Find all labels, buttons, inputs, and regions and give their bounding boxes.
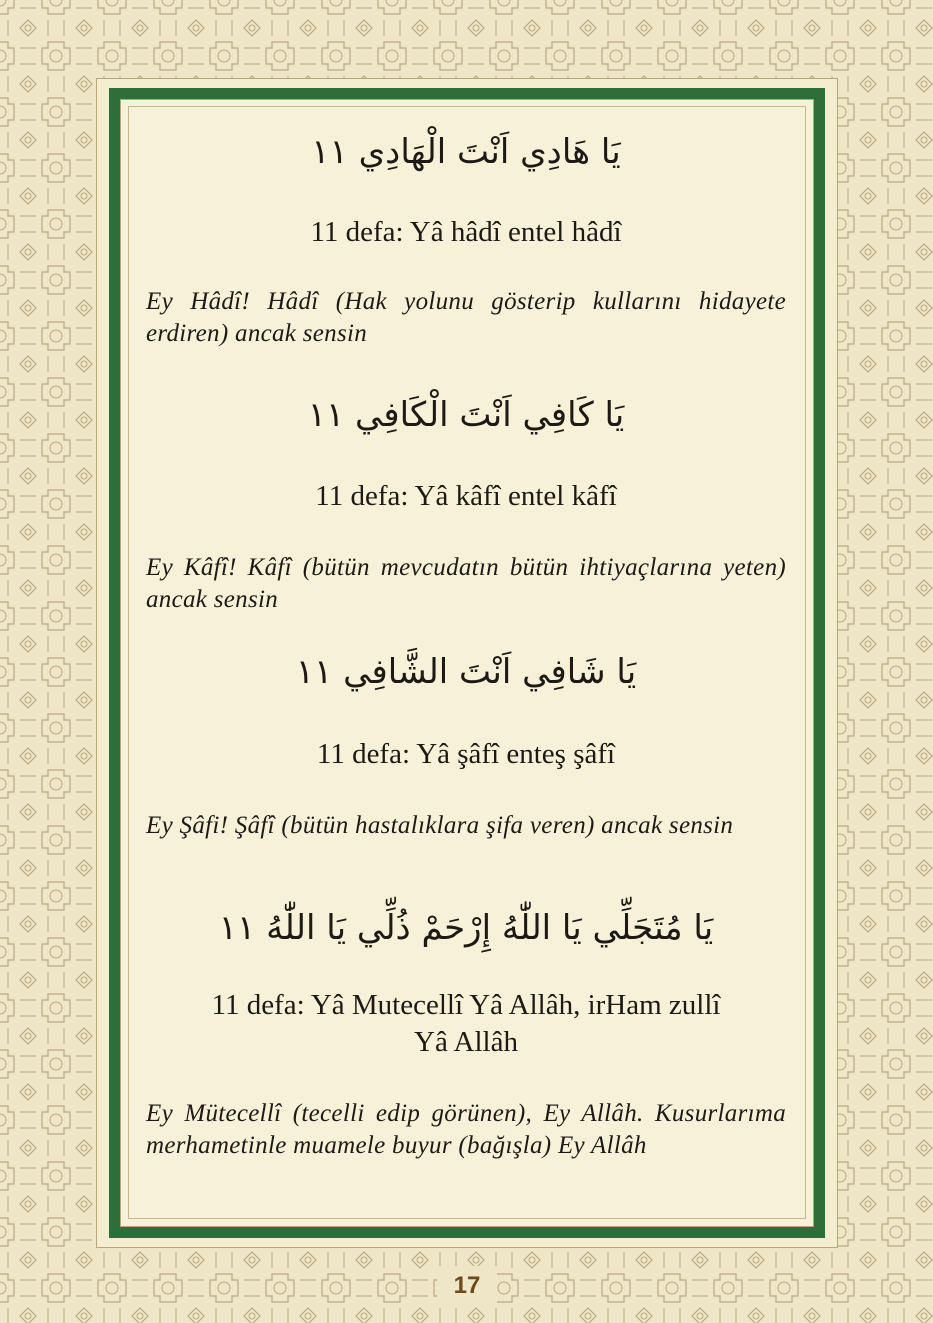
arabic-dua-1: يَا هَادِي اَنْتَ الْهَادِي ١١: [311, 132, 621, 172]
arabic-dua-4: يَا مُتَجَلِّي يَا اللّٰهُ إِرْحَمْ ذُلِّي يَا اللّٰهُ ١١: [218, 908, 714, 948]
transliteration-4-line2: Yâ Allâh: [414, 1026, 518, 1058]
meaning-4: Ey Mütecellî (tecelli edip görünen), Ey Allâh. Kusurlarıma merhametinle muamele buyur (bağışla) Ey Allâh: [146, 1100, 786, 1159]
arabic-dua-2: يَا كَافِي اَنْتَ الْكَافِي ١١: [307, 395, 625, 435]
transliteration-3: 11 defa: Yâ şâfî enteş şâfî: [316, 738, 616, 770]
transliteration-4-line1: 11 defa: Yâ Mutecellî Yâ Allâh, irHam zullî: [211, 989, 721, 1021]
transliteration-1: 11 defa: Yâ hâdî entel hâdî: [310, 216, 622, 248]
arabic-dua-3: يَا شَافِي اَنْتَ الشَّافِي ١١: [295, 652, 637, 692]
meaning-2: Ey Kâfî! Kâfî (bütün mevcudatın bütün ihtiyaçlarına yeten) ancak sensin: [146, 554, 786, 613]
meaning-3: Ey Şâfi! Şâfî (bütün hastalıklara şifa veren) ancak sensin: [146, 812, 734, 839]
meaning-1: Ey Hâdî! Hâdî (Hak yolunu gösterip kullarını hidayete erdiren) ancak sensin: [146, 288, 786, 347]
transliteration-2: 11 defa: Yâ kâfî entel kâfî: [315, 480, 617, 512]
page-number: 17: [437, 1266, 497, 1306]
page-content: [146, 110, 786, 1210]
